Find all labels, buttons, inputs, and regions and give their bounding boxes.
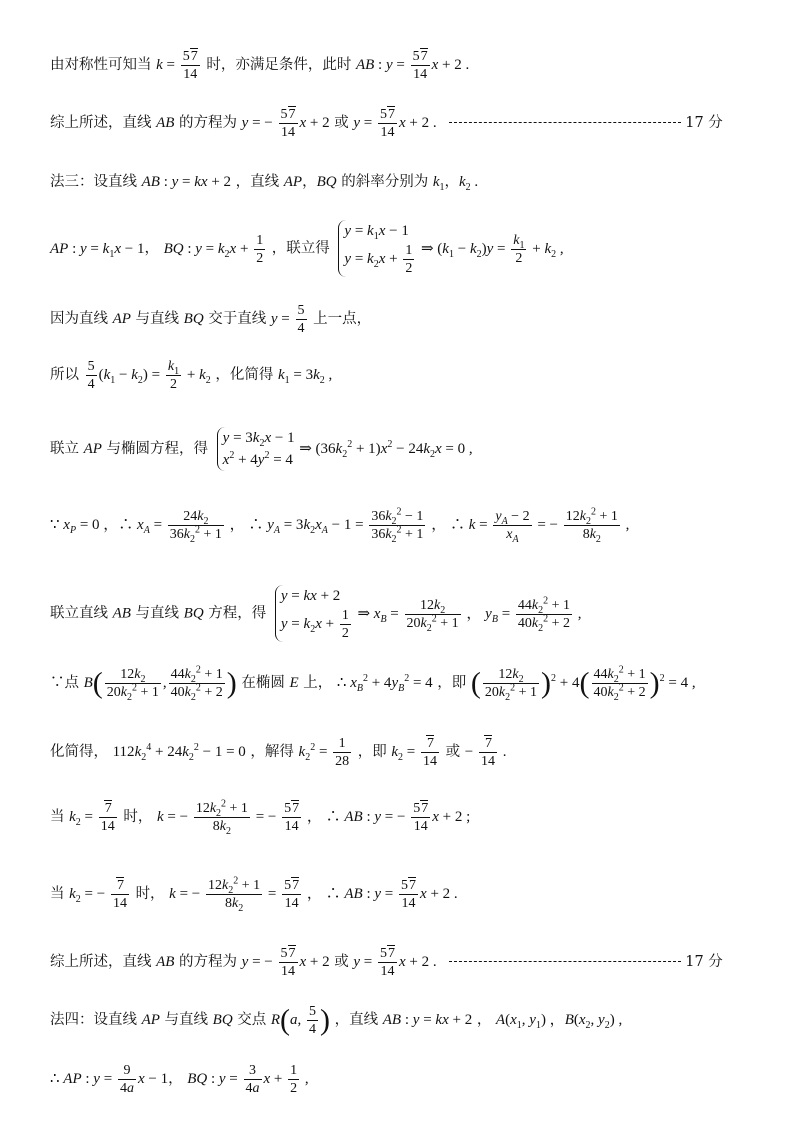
line-15: 法四：设直线 AP 与直线 BQ 交点 R(a, $\frac{5}{4}$ ) ，直线 AB : y = kx + 2 ， $A(x_1$, $y_1$) ，$B(x_2$, $y_2$) , — [50, 1003, 623, 1037]
text: 综上所述，直线 — [50, 953, 152, 970]
text: 因为直线 — [50, 310, 108, 327]
text: 法四：设直线 — [50, 1011, 137, 1028]
line-12: 当 $k_2$ = $\frac{7}{14}$ 时， k = − $\frac{12k_2^2 + 1}{8k_2}$ = − $\frac{57}{14}$ ， ∴ AB : y = − $\frac{57}{14}$ x + 2 ; — [50, 798, 471, 837]
text: ， — [168, 1070, 183, 1087]
text: ，即 — [357, 743, 387, 760]
line-1: 由对称性可知当 k = $\frac{57}{14}$ 时，亦满足条件，此时 AB : y = $\frac{57}{14}$ x + 2 . — [50, 49, 470, 82]
text: 上一点， — [313, 310, 372, 327]
text: 所以 — [50, 366, 79, 383]
text: ，解得 — [250, 743, 294, 760]
text: ，即 — [437, 674, 467, 691]
line-6: 所以 $\frac{5}{4}$ $(k_1 - k_2)$ = $\frac{k_1}{2}$ + $k_2$ ，化简得 $k_1 = 3k_2$ , — [50, 359, 333, 392]
text: 上， — [303, 674, 333, 691]
text: ， — [302, 174, 317, 190]
text: 或 — [445, 743, 461, 760]
score: 17 分 — [685, 953, 723, 970]
text: 与直线 — [135, 605, 180, 622]
text: 化简得， — [50, 743, 108, 760]
text: 的方程为 — [179, 953, 238, 970]
text: 时， — [123, 808, 153, 825]
line-2: 综上所述，直线 AB 的方程为 y = − $\frac{57}{14}$ x + 2 或 y = $\frac{57}{14}$ x + 2 . 17 分 — [50, 107, 723, 140]
text: ，联立得 — [271, 240, 330, 257]
line-9: 联立直线 AB 与直线 BQ 方程，得 y = kx + 2 $y = k_2x$ + $\frac{1}{2}$ ⇒ $x_B$ = $\frac{12k_2}{20k_2^2 + 1}$ ， $y_B$ = $\frac{44k_2^2 + 1}{40k_2^2 + 2}$ , — [50, 585, 772, 642]
line-13: 当 $k_2$ = − $\frac{7}{14}$ 时， k = − $\frac{12k_2^2 + 1}{8k_2}$ = $\frac{57}{14}$ ， ∴ AB : y = $\frac{57}{14}$ x + 2 . — [50, 875, 458, 914]
line-16: ∴ AP : y = $\frac{9}{4a}$ x − 1， BQ : y = $\frac{3}{4a}$ x + $\frac{1}{2}$ , — [50, 1063, 309, 1096]
line-3: 法三：设直线 AB : y = kx + 2 ，直线 AP，BQ 的斜率分别为 $k_1$，$k_2$ . — [50, 174, 479, 193]
text: 的斜率分别为 — [341, 174, 429, 190]
text: 方程，得 — [208, 605, 267, 622]
text: 联立直线 — [50, 605, 108, 622]
text: ， — [476, 1011, 492, 1028]
text: 由对称性可知当 — [50, 56, 152, 73]
text: 当 — [50, 885, 65, 902]
line-8: ∵ $x_P = 0$ ，∴ $x_A$ = $\frac{24k_2}{36k_2^2 + 1}$ ， ∴ $y_A = 3k_2x_A - 1$ = $\frac{36k_2^2 - 1}{36k_2^2 + 1}$ ， ∴ k = $\frac{y_A - 2}{x_A}$ = − $\frac{12k_2^2 + 1}{8k_2}$ , — [50, 506, 630, 545]
text: 在椭圆 — [241, 674, 285, 691]
text: 时，亦满足条件，此时 — [206, 56, 352, 73]
text: ∵点 — [50, 674, 79, 691]
text: ，直线 — [334, 1011, 379, 1028]
line-4: AP : $y = k_1x - 1$， BQ : $y = k_2x$ + $\frac{1}{2}$ ，联立得 $y = k_1x - 1$ $y = k_2x$ + $\frac{1}{2}$ ⇒ $(k_1 - k_2)y$ = $\frac{k_1}{2}$ + $k_2$ , — [50, 220, 772, 277]
line-14: 综上所述，直线 AB 的方程为 y = − $\frac{57}{14}$ x + 2 或 y = $\frac{57}{14}$ x + 2 . 17 分 — [50, 946, 723, 979]
line-5: 因为直线 AP 与直线 BQ 交于直线 y = $\frac{5}{4}$ 上一点， — [50, 303, 372, 336]
text: 交点 — [237, 1011, 267, 1028]
text: ，化简得 — [215, 366, 274, 383]
dashed-rule — [449, 961, 681, 962]
text: ， — [444, 174, 459, 190]
line-11: 化简得， $112k_2^4 + 24k_2^2 - 1 = 0$ ，解得 $k_2^2$ = $\frac{1}{28}$ ，即 $k_2$ = $\frac{7}{14}$ 或 − $\frac{7}{14}$ . — [50, 736, 507, 769]
text: 时， — [135, 885, 165, 902]
text: 联立 — [50, 441, 79, 457]
text: 与椭圆方程，得 — [106, 441, 209, 457]
score: 17 分 — [685, 114, 723, 131]
text: 或 — [334, 953, 349, 970]
text: ，直线 — [235, 174, 280, 190]
text: ， — [144, 240, 159, 257]
text: 的方程为 — [179, 114, 238, 131]
text: 当 — [50, 808, 65, 825]
text: 法三：设直线 — [50, 174, 137, 190]
text: 交于直线 — [208, 310, 267, 327]
text: 与直线 — [135, 310, 180, 327]
text: 或 — [334, 114, 349, 131]
dashed-rule — [449, 122, 681, 123]
line-7: 联立 AP 与椭圆方程，得 $y = 3k_2x - 1$ $x^2 + 4y^2 = 4$ ⇒ $(36k_2^2 + 1)x^2 - 24k_2x = 0$ , — [50, 427, 772, 471]
line-10: ∵点 B( $\frac{12k_2}{20k_2^2 + 1}$ , $\frac{44k_2^2 + 1}{40k_2^2 + 2}$ ) 在椭圆 E 上， ∴ $x_B^2 + 4y_B^2 = 4$ ，即 ( $\frac{12k_2}{20k_2^2 + 1}$ )$^2$ + 4( $\frac{44k_2^2 + 1}{40k_2^2 + 2}$ )$^2$ = 4 , — [50, 664, 696, 703]
text: 与直线 — [164, 1011, 209, 1028]
text: 综上所述，直线 — [50, 114, 152, 131]
